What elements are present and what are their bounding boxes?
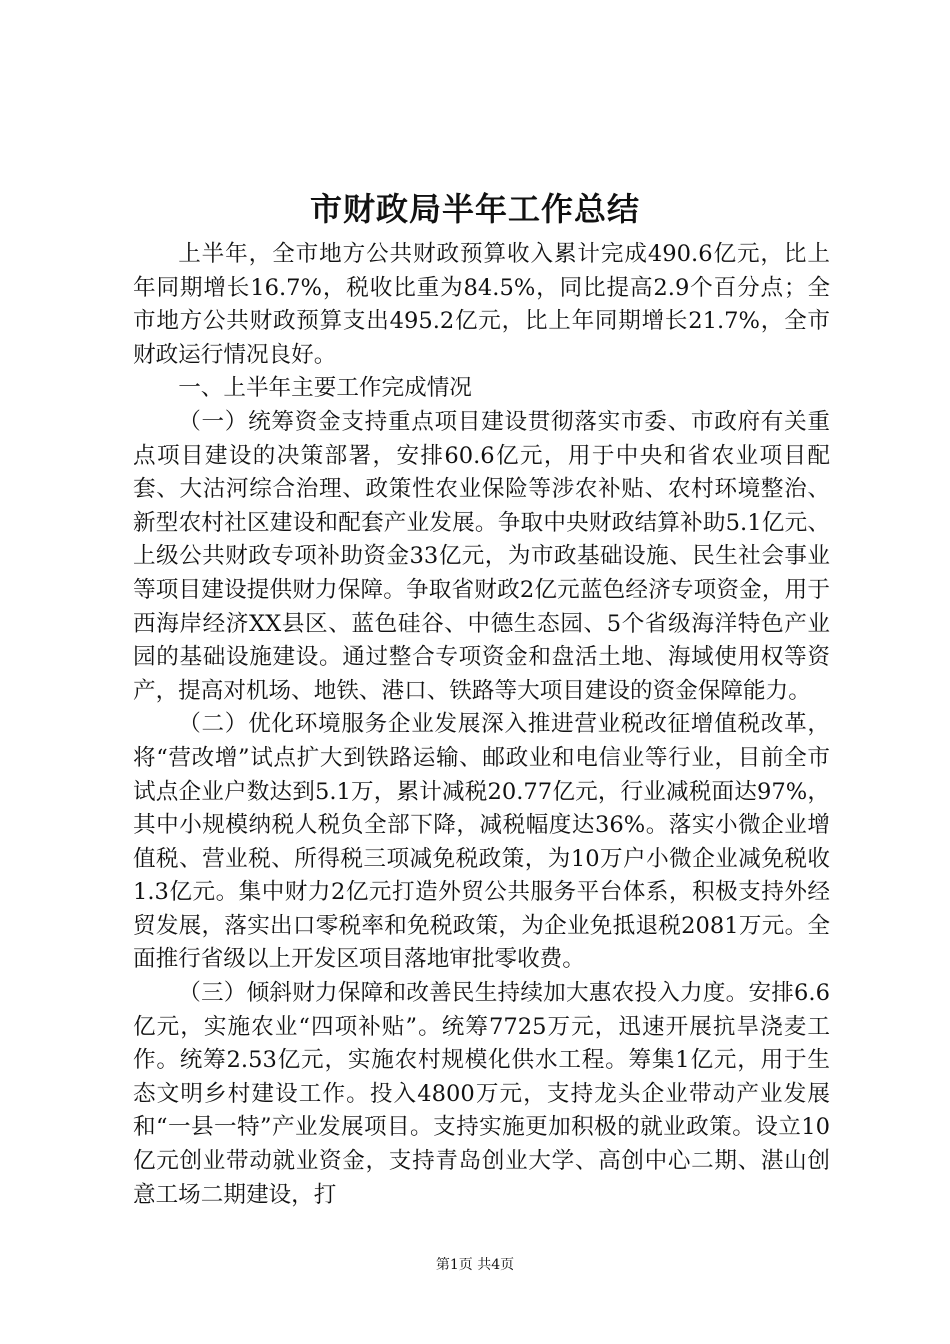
paragraph-intro: 上半年，全市地方公共财政预算收入累计完成490.6亿元，比上年同期增长16.7%，税收比重为84.5%，同比提高2.9个百分点；全市地方公共财政预算支出495.2亿元，比上年同期增长21.7%，全市财政运行情况良好。 xyxy=(133,241,830,368)
section-heading: 一、上半年主要工作完成情况 xyxy=(178,375,472,402)
paragraph-item-1: （一）统筹资金支持重点项目建设贯彻落实市委、市政府有关重点项目建设的决策部署，安排60.6亿元，用于中央和省农业项目配套、大沽河综合治理、政策性农业保险等涉农补贴、农村环境整治、新型农村社区建设和配套产业发展。争取中央财政结算补助5.1亿元、上级公共财政专项补助资金33亿元，为市政基础设施、民生社会事业等项目建设提供财力保障。争取省财政2亿元蓝色经济专项资金，用于西海岸经济XX县区、蓝色硅谷、中德生态园、5个省级海洋特色产业园的基础设施建设。通过整合专项资金和盘活土地、海域使用权等资产，提高对机场、地铁、港口、铁路等大项目建设的资金保障能力。 xyxy=(133,408,830,704)
document-title: 市财政局半年工作总结 xyxy=(309,190,640,228)
paragraph-item-2: （二）优化环境服务企业发展深入推进营业税改征增值税改革，将“营改增”试点扩大到铁路运输、邮政业和电信业等行业，目前全市试点企业户数达到5.1万，累计减税20.77亿元，行业减税面达97%，其中小规模纳税人税负全部下降，减税幅度达36%。落实小微企业增值税、营业税、所得税三项减免税政策，为10万户小微企业减免税收1.3亿元。集中财力2亿元打造外贸公共服务平台体系，积极支持外经贸发展，落实出口零税率和免税政策，为企业免抵退税2081万元。全面推行省级以上开发区项目落地审批零收费。 xyxy=(133,711,830,973)
paragraph-item-3: （三）倾斜财力保障和改善民生持续加大惠农投入力度。安排6.6亿元，实施农业“四项补贴”。统筹7725万元，迅速开展抗旱浇麦工作。统筹2.53亿元，实施农村规模化供水工程。筹集1亿元，用于生态文明乡村建设工作。投入4800万元，支持龙头企业带动产业发展和“一县一特”产业发展项目。支持实施更加积极的就业政策。设立10亿元创业带动就业资金，支持青岛创业大学、高创中心二期、湛山创意工场二期建设，打 xyxy=(133,980,830,1208)
page-number-footer: 第1页 共4页 xyxy=(435,1257,515,1273)
document-body xyxy=(133,238,830,1212)
